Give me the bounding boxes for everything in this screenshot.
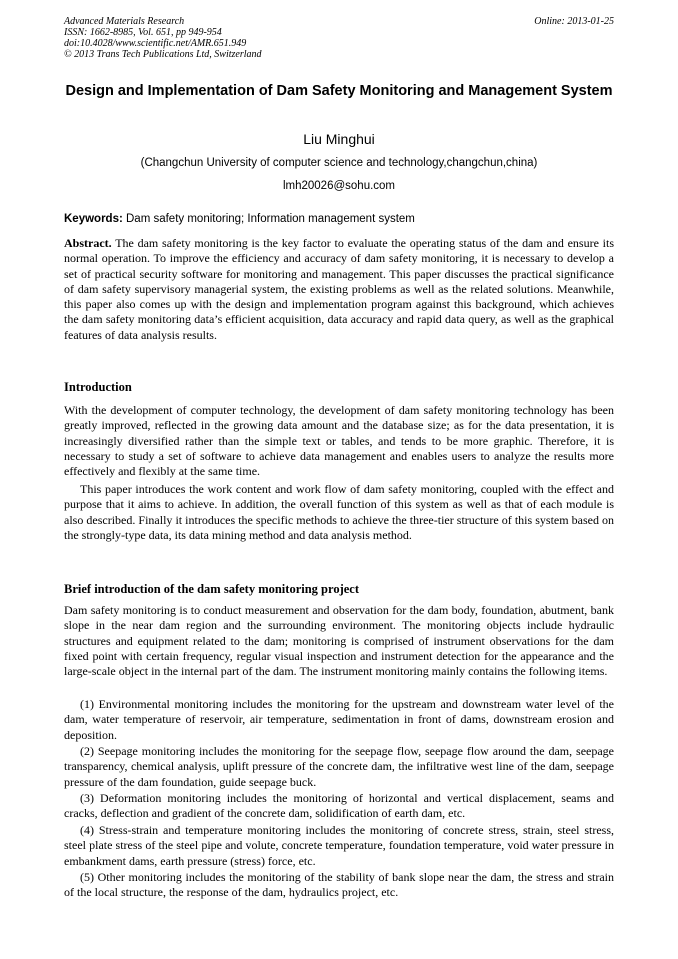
- journal-copyright: © 2013 Trans Tech Publications Ltd, Switzerland: [64, 49, 262, 60]
- abstract-text: The dam safety monitoring is the key factor to evaluate the operating status of the dam and ensure its normal operation. To improve the efficiency and accuracy of dam safety monitoring, it is necessary to develop a set of practical security software for monitoring and management. This paper discusses the practical significance of dam safety supervisory managerial system, the existing problems as well as the related solutions. Meanwhile, this paper also comes up with the design and implementation program against this background, which achieves the dam safety monitoring data’s efficient acquisition, data accuracy and rapid data query, as well as the graphical features of data analysis results.: [64, 236, 614, 342]
- paper-title: Design and Implementation of Dam Safety Monitoring and Management System: [65, 83, 613, 99]
- journal-header: [64, 16, 262, 60]
- journal-issn: ISSN: 1662-8985, Vol. 651, pp 949-954: [64, 27, 222, 38]
- monitoring-item-2: (2) Seepage monitoring includes the monitoring for the seepage flow, seepage flow around the dam, seepage transparency, chemical analysis, uplift pressure of the concrete dam, the infiltrative west line of the dam, seepage pressure of the dam foundation, guide seepage buck.: [64, 744, 614, 789]
- monitoring-item-5: (5) Other monitoring includes the monitoring of the stability of bank slope near the dam, the stress and strain of the local structure, the response of the dam, hydraulics project, etc.: [64, 870, 614, 900]
- introduction-paragraph-1: With the development of computer technology, the development of dam safety monitoring technology has been greatly improved, reflected in the growing data amount and the database size; as for the data presentation, it is increasingly diversified rather than the simple text or tables, and tends to be more graphic. Therefore, it is necessary to study a set of software to achieve data management and enables users to analyze the results more effectively and flexibly at the same time.: [64, 403, 614, 479]
- monitoring-item-4: (4) Stress-strain and temperature monitoring includes the monitoring of concrete stress, strain, steel stress, steel plate stress of the steel pipe and volute, concrete temperature, foundation temperature, void water pressure in embankment dams, earth pressure (stress) force, etc.: [64, 823, 614, 868]
- abstract-label: Abstract.: [64, 236, 112, 250]
- brief-introduction-heading: Brief introduction of the dam safety monitoring project: [64, 582, 359, 596]
- abstract: [64, 236, 614, 343]
- journal-name: Advanced Materials Research: [64, 16, 185, 27]
- keywords: [64, 212, 616, 226]
- paper-author: Liu Minghui: [303, 131, 375, 147]
- brief-paragraph: Dam safety monitoring is to conduct measurement and observation for the dam body, foundation, abutment, bank slope in the near dam region and the surrounding environment. The monitoring objects include hydraulic structures and equipment related to the dam; monitoring is comprised of instrument observations for the dam fixed point with certain frequency, regular visual inspection and instrument detection for the appearance and the large-scale object in the internal part of the dam. The instrument monitoring mainly contains the following items.: [64, 603, 614, 679]
- author-email: lmh20026@sohu.com: [282, 180, 396, 192]
- keywords-text: Dam safety monitoring; Information management system: [122, 213, 415, 225]
- online-date: Online: 2013-01-25: [534, 16, 614, 27]
- keywords-label: Keywords:: [64, 213, 123, 225]
- journal-doi: doi:10.4028/www.scientific.net/AMR.651.949: [64, 38, 247, 49]
- introduction-paragraph-2: This paper introduces the work content and work flow of dam safety monitoring, coupled with the effect and purpose that it aims to achieve. In addition, the overall function of this system as well as that of each module is also described. Finally it introduces the specific methods to achieve the three-tier structure of this system based on the strongly-type data, its data mining method and data analysis method.: [64, 482, 614, 542]
- author-affiliation: (Changchun University of computer science and technology,changchun,china): [140, 157, 538, 169]
- monitoring-item-1: (1) Environmental monitoring includes the monitoring for the upstream and downstream water level of the dam, water temperature of reservoir, air temperature, sedimentation in front of dams, downstream erosion and deposition.: [64, 697, 614, 742]
- monitoring-item-3: (3) Deformation monitoring includes the monitoring of horizontal and vertical displacement, seams and cracks, deflection and gradient of the concrete dam, solidification of earth dam, etc.: [64, 791, 614, 821]
- introduction-heading: Introduction: [64, 380, 132, 394]
